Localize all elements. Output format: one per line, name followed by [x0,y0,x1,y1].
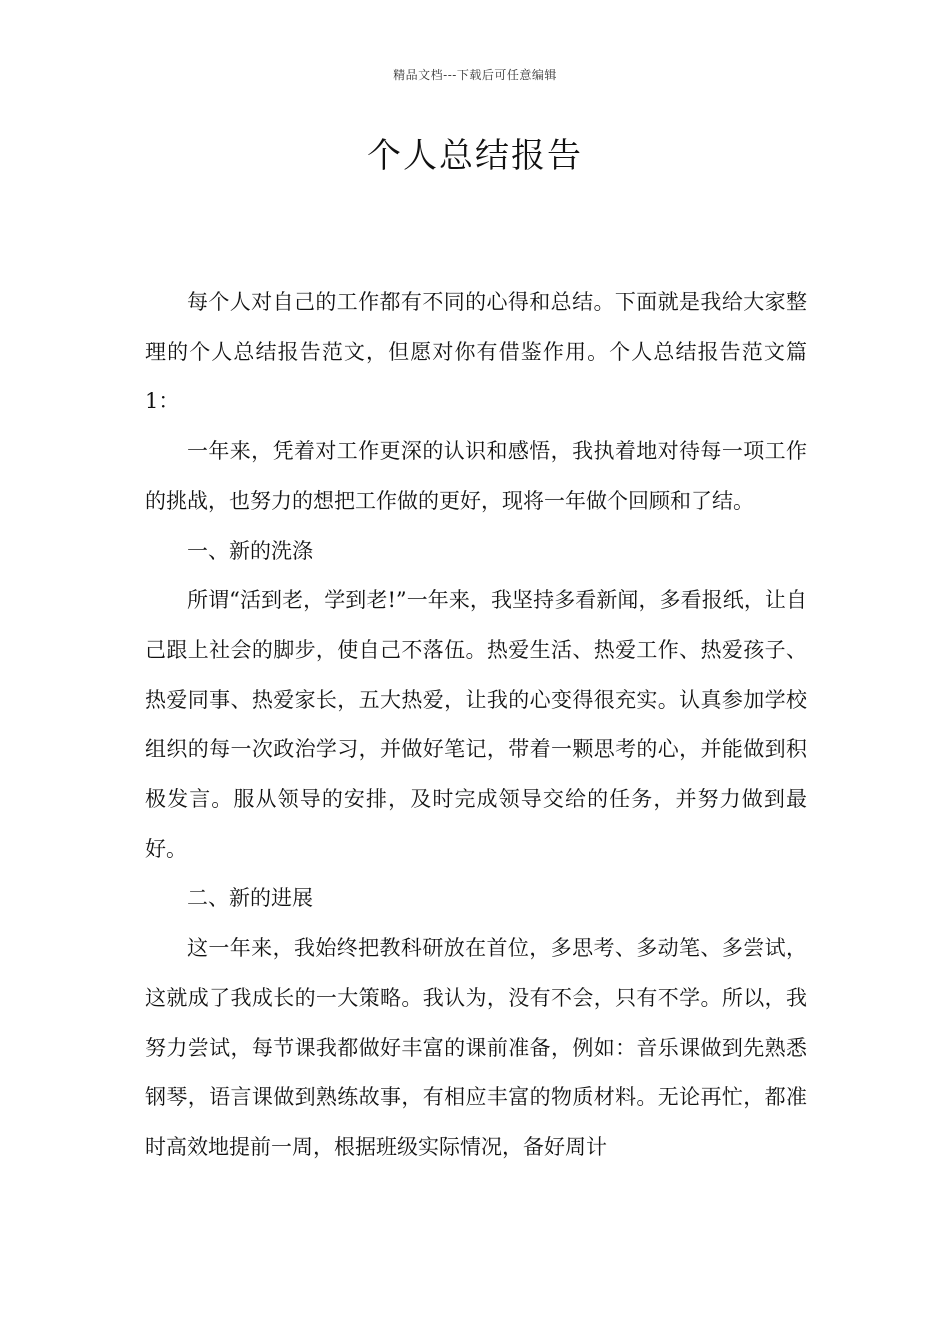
section-heading-2: 二、新的进展 [187,886,313,911]
paragraph-intro: 每个人对自己的工作都有不同的心得和总结。下面就是我给大家整理的个人总结报告范文，但愿对你有借鉴作用。个人总结报告范文篇 1： [145,290,807,414]
paragraph-section-1: 所谓“活到老，学到老!”一年来，我坚持多看新闻，多看报纸，让自己跟上社会的脚步，使自己不落伍。热爱生活、热爱工作、热爱孩子、热爱同事、热爱家长，五大热爱，让我的心变得很充实。认真参加学校组织的每一次政治学习，并做好笔记，带着一颗思考的心，并能做到积极发言。服从领导的安排，及时完成领导交给的任务，并努力做到最好。 [145,588,807,861]
paragraph-overview: 一年来，凭着对工作更深的认识和感悟，我执着地对待每一项工作的挑战，也努力的想把工作做的更好，现将一年做个回顾和了结。 [145,439,807,513]
document-body [145,278,807,1173]
header-note: 精品文档---下载后可任意编辑 [393,68,557,82]
paragraph-section-2: 这一年来，我始终把教科研放在首位，多思考、多动笔、多尝试，这就成了我成长的一大策略。我认为，没有不会，只有不学。所以，我努力尝试，每节课我都做好丰富的课前准备，例如：音乐课做到先熟悉钢琴，语言课做到熟练故事，有相应丰富的物质材料。无论再忙，都准时高效地提前一周，根据班级实际情况，备好周计 [145,936,807,1159]
section-heading-1: 一、新的洗涤 [187,538,313,563]
document-title: 个人总结报告 [367,136,583,176]
